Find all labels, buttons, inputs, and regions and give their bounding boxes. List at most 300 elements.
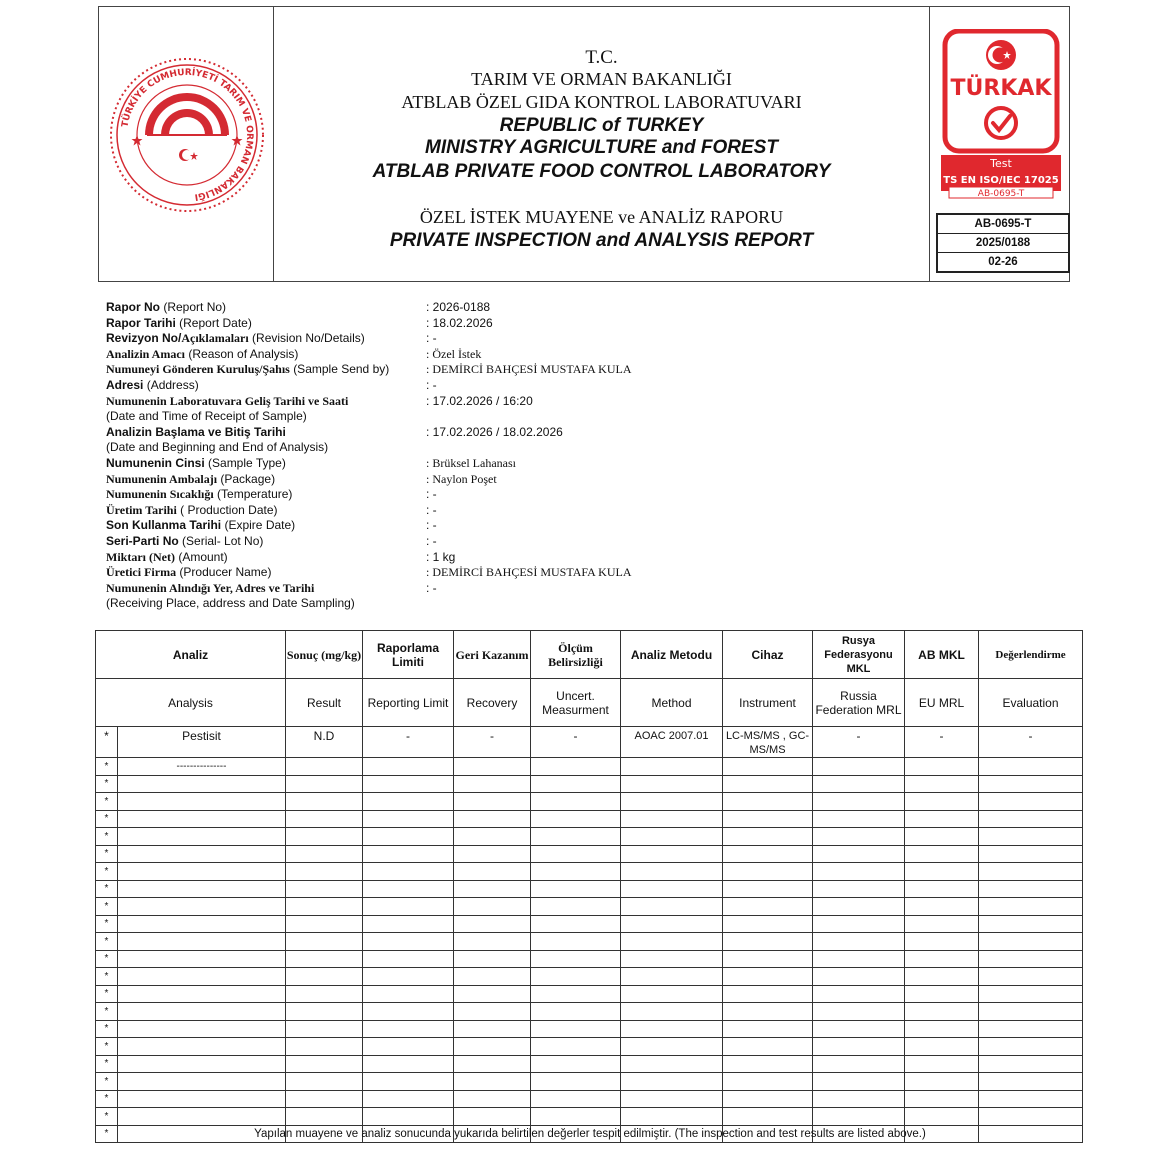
empty-cell: [723, 845, 813, 863]
empty-cell: [813, 793, 905, 811]
cell-eu-mrl: [905, 758, 979, 776]
table-row: [96, 1055, 1083, 1073]
empty-cell: [813, 1003, 905, 1021]
header-report-en: PRIVATE INSPECTION and ANALYSIS REPORT: [389, 230, 814, 251]
empty-cell: [286, 1003, 363, 1021]
empty-cell: [723, 793, 813, 811]
empty-cell: [118, 775, 286, 793]
empty-cell: [454, 1055, 531, 1073]
empty-cell: [621, 845, 723, 863]
empty-cell: [723, 915, 813, 933]
info-value: : Naylon Poşet: [426, 471, 497, 486]
empty-cell: [813, 933, 905, 951]
header-republic-en: REPUBLIC of TURKEY: [499, 115, 704, 136]
empty-cell: [905, 775, 979, 793]
empty-cell: [454, 775, 531, 793]
info-label: [106, 565, 271, 580]
empty-cell: [621, 950, 723, 968]
empty-cell: [454, 845, 531, 863]
empty-cell: [723, 950, 813, 968]
empty-cell: [723, 810, 813, 828]
header-cihaz: Cihaz: [723, 631, 813, 679]
cell-ru-mrl: [813, 758, 905, 776]
empty-cell: [286, 810, 363, 828]
empty-cell: [621, 933, 723, 951]
empty-cell: [363, 1038, 454, 1056]
empty-cell: [813, 1073, 905, 1091]
empty-cell: [531, 1003, 621, 1021]
empty-cell: [363, 915, 454, 933]
info-label-tr: Son Kullanma Tarihi: [106, 518, 222, 533]
empty-cell: [905, 880, 979, 898]
empty-cell: [454, 810, 531, 828]
empty-cell: [286, 1038, 363, 1056]
empty-cell: [979, 828, 1083, 846]
header-rusya-mkl: Rusya Federasyonu MKL: [813, 631, 905, 679]
empty-cell: [118, 1003, 286, 1021]
empty-cell: [621, 1108, 723, 1126]
empty-cell: [531, 810, 621, 828]
empty-cell: [905, 985, 979, 1003]
empty-cell: [118, 810, 286, 828]
cell-result: N.D: [286, 727, 363, 758]
empty-cell: [621, 1055, 723, 1073]
empty-cell: [723, 968, 813, 986]
empty-cell: [286, 775, 363, 793]
empty-cell: [979, 1038, 1083, 1056]
empty-cell: [531, 793, 621, 811]
empty-cell: [118, 863, 286, 881]
empty-cell: [118, 1073, 286, 1091]
empty-cell: [454, 898, 531, 916]
empty-cell: [813, 1038, 905, 1056]
empty-cell: [723, 1073, 813, 1091]
empty-cell: [454, 1108, 531, 1126]
info-label: [106, 503, 278, 518]
empty-cell: [979, 950, 1083, 968]
empty-cell: [621, 1073, 723, 1091]
table-row: [96, 950, 1083, 968]
header-lab-en: ATBLAB PRIVATE FOOD CONTROL LABORATORY: [372, 161, 831, 182]
empty-cell: [363, 968, 454, 986]
table-row: [96, 845, 1083, 863]
info-label: [106, 472, 275, 487]
header-sonuc: Sonuç (mg/kg): [286, 631, 363, 679]
empty-cell: [905, 1003, 979, 1021]
header-ab-mkl: AB MKL: [905, 631, 979, 679]
empty-cell: [723, 933, 813, 951]
empty-cell: [905, 933, 979, 951]
row-marker: *: [96, 828, 118, 846]
header-raporlama-limiti: Raporlama Limiti: [363, 631, 454, 679]
header-ministry-en: MINISTRY AGRICULTURE and FOREST: [425, 137, 778, 158]
empty-cell: [813, 1108, 905, 1126]
empty-cell: [286, 968, 363, 986]
cell-instrument: [723, 758, 813, 776]
info-label-tr: Miktarı (Net): [106, 549, 175, 564]
empty-cell: [979, 880, 1083, 898]
cell-evaluation: [979, 758, 1083, 776]
table-row: [96, 828, 1083, 846]
empty-cell: [531, 880, 621, 898]
empty-cell: [723, 1038, 813, 1056]
header-olcum-belirsizligi: Ölçüm Belirsizliği: [531, 631, 621, 679]
empty-cell: [363, 1055, 454, 1073]
empty-cell: [723, 1003, 813, 1021]
empty-cell: [723, 828, 813, 846]
turkak-accreditation-logo: [941, 29, 1061, 209]
empty-cell: [363, 793, 454, 811]
empty-cell: [531, 863, 621, 881]
row-marker: *: [96, 1108, 118, 1126]
empty-cell: [979, 1020, 1083, 1038]
empty-cell: [621, 1020, 723, 1038]
empty-cell: [531, 775, 621, 793]
info-label-tr: Numunenin Cinsi: [106, 456, 205, 470]
cell-analysis: ---------------: [118, 758, 286, 776]
info-label: [106, 550, 228, 565]
empty-cell: [813, 845, 905, 863]
info-label: [106, 300, 226, 315]
info-value: : 1 kg: [426, 549, 456, 564]
info-label: [106, 518, 295, 533]
table-row: [96, 775, 1083, 793]
header-result: Result: [286, 679, 363, 727]
row-marker: *: [96, 863, 118, 881]
header-reporting-limit: Reporting Limit: [363, 679, 454, 727]
empty-cell: [531, 1073, 621, 1091]
info-label-en: (Package): [220, 471, 276, 486]
svg-text:TÜRKİYE CUMHURİYETİ TARIM VE O: TÜRKİYE CUMHURİYETİ TARIM VE ORMAN BAKANLIĞI: [120, 67, 255, 202]
cell-recovery: [454, 758, 531, 776]
info-label-en: (Date and Beginning and End of Analysis): [106, 440, 329, 455]
empty-cell: [363, 1020, 454, 1038]
empty-cell: [454, 1020, 531, 1038]
empty-cell: [454, 880, 531, 898]
empty-cell: [905, 845, 979, 863]
empty-cell: [905, 828, 979, 846]
empty-cell: [979, 793, 1083, 811]
table-header-row-en: [96, 679, 1083, 727]
empty-cell: [531, 828, 621, 846]
info-label-en: (Report No): [163, 300, 227, 314]
empty-cell: [363, 775, 454, 793]
empty-cell: [531, 1090, 621, 1108]
empty-cell: [905, 810, 979, 828]
row-marker: *: [96, 1125, 118, 1143]
empty-cell: [813, 915, 905, 933]
row-marker: *: [96, 727, 118, 758]
empty-cell: [454, 1090, 531, 1108]
empty-cell: [621, 985, 723, 1003]
empty-cell: [363, 845, 454, 863]
cell-analysis: Pestisit: [118, 727, 286, 758]
empty-cell: [118, 1020, 286, 1038]
svg-text:Test: Test: [990, 157, 1012, 170]
row-marker: *: [96, 1090, 118, 1108]
report-header: [98, 6, 1070, 282]
info-label-en: (Reason of Analysis): [188, 346, 299, 361]
empty-cell: [363, 1108, 454, 1126]
empty-cell: [118, 1108, 286, 1126]
header-analysis: Analysis: [96, 679, 286, 727]
header-evaluation: Evaluation: [979, 679, 1083, 727]
info-label-en: ( Production Date): [180, 502, 278, 517]
table-row: [96, 863, 1083, 881]
empty-cell: [813, 950, 905, 968]
empty-cell: [723, 775, 813, 793]
empty-cell: [723, 898, 813, 916]
info-label-tr: Numunenin Ambalajı: [106, 471, 218, 486]
empty-cell: [531, 1108, 621, 1126]
info-label: [106, 487, 292, 502]
empty-cell: [813, 968, 905, 986]
empty-cell: [286, 985, 363, 1003]
empty-cell: [286, 1055, 363, 1073]
table-row: [96, 793, 1083, 811]
table-row: [96, 880, 1083, 898]
svg-text:AB-0695-T: AB-0695-T: [977, 189, 1025, 199]
row-marker: *: [96, 793, 118, 811]
empty-cell: [286, 845, 363, 863]
info-label-tr: Numunenin Alındığı Yer, Adres ve Tarihi: [106, 580, 315, 595]
info-label: [106, 581, 314, 596]
info-value: : -: [426, 580, 437, 595]
svg-text:TS EN ISO/IEC 17025: TS EN ISO/IEC 17025: [943, 175, 1059, 186]
info-label-tr: Revizyon No/: [106, 331, 182, 346]
info-label-tr: Numuneyi Gönderen Kuruluş/Şahıs: [106, 362, 290, 377]
row-marker: *: [96, 968, 118, 986]
cell-method: [621, 758, 723, 776]
info-value: : -: [426, 331, 437, 346]
info-label: [106, 362, 389, 377]
accreditation-period: 02-26: [988, 256, 1018, 268]
empty-cell: [118, 898, 286, 916]
info-label-en: (Date and Time of Receipt of Sample): [106, 409, 307, 424]
header-instrument: Instrument: [723, 679, 813, 727]
empty-cell: [531, 1020, 621, 1038]
cell-limit: -: [363, 727, 454, 758]
row-marker: *: [96, 758, 118, 776]
empty-cell: [905, 793, 979, 811]
info-label-tr: Analizin Amacı: [106, 346, 186, 361]
empty-cell: [286, 950, 363, 968]
empty-cell: [363, 1073, 454, 1091]
empty-cell: [286, 880, 363, 898]
empty-cell: [363, 950, 454, 968]
cell-uncert: [531, 758, 621, 776]
empty-cell: [905, 968, 979, 986]
empty-cell: [118, 1090, 286, 1108]
empty-cell: [979, 898, 1083, 916]
info-label-tr: Üretici Firma: [106, 565, 177, 580]
info-value: : -: [426, 378, 437, 392]
info-value: : DEMİRCİ BAHÇESİ MUSTAFA KULA: [426, 362, 632, 377]
empty-cell: [454, 968, 531, 986]
empty-cell: [454, 915, 531, 933]
info-value: : 17.02.2026 / 18.02.2026: [426, 424, 563, 439]
empty-cell: [531, 933, 621, 951]
empty-cell: [454, 793, 531, 811]
info-label: [106, 456, 286, 471]
cell-instrument: LC-MS/MS , GC-MS/MS: [723, 727, 813, 758]
empty-cell: [118, 793, 286, 811]
empty-cell: [979, 1108, 1083, 1126]
row-marker: *: [96, 880, 118, 898]
header-recovery: Recovery: [454, 679, 531, 727]
info-label-en: (Sample Send by): [293, 362, 390, 377]
empty-cell: [621, 828, 723, 846]
empty-cell: [979, 1090, 1083, 1108]
info-label: [106, 394, 348, 409]
cell-limit: [363, 758, 454, 776]
empty-cell: [905, 898, 979, 916]
info-value: : -: [426, 534, 437, 548]
empty-cell: [286, 1073, 363, 1091]
table-row: [96, 933, 1083, 951]
empty-cell: [979, 933, 1083, 951]
info-value: : DEMİRCİ BAHÇESİ MUSTAFA KULA: [426, 565, 632, 580]
cell-eu-mrl: -: [905, 727, 979, 758]
row-marker: *: [96, 845, 118, 863]
table-row: [96, 727, 1083, 758]
empty-cell: [363, 810, 454, 828]
table-row: [96, 985, 1083, 1003]
header-tc: T.C.: [585, 47, 618, 68]
table-row: [96, 758, 1083, 776]
info-label-tr: Rapor No: [106, 300, 160, 314]
table-row: [96, 1090, 1083, 1108]
empty-cell: [286, 863, 363, 881]
info-label-tr: Üretim Tarihi: [106, 502, 177, 517]
empty-cell: [979, 1055, 1083, 1073]
table-row: [96, 810, 1083, 828]
empty-cell: [723, 985, 813, 1003]
empty-cell: [118, 845, 286, 863]
info-value: : -: [426, 487, 437, 502]
info-label-tr: Numunenin Laboratuvara Geliş Tarihi ve Saati: [106, 393, 349, 408]
info-label: [106, 316, 252, 331]
info-label-en: (Report Date): [179, 315, 252, 330]
info-value: : -: [426, 518, 437, 533]
empty-cell: [621, 1003, 723, 1021]
row-marker: *: [96, 1073, 118, 1091]
info-label-en: (Producer Name): [179, 565, 272, 580]
empty-cell: [286, 793, 363, 811]
accreditation-reference-box: [936, 213, 1070, 273]
cell-method: AOAC 2007.01: [621, 727, 723, 758]
empty-cell: [621, 863, 723, 881]
empty-cell: [723, 1090, 813, 1108]
table-row: [96, 1073, 1083, 1091]
empty-cell: [118, 950, 286, 968]
empty-cell: [531, 1038, 621, 1056]
empty-cell: [454, 1038, 531, 1056]
table-row: [96, 1003, 1083, 1021]
empty-cell: [454, 1073, 531, 1091]
info-label-en: (Receiving Place, address and Date Sampling): [106, 596, 355, 611]
info-label-en: (Revision No/Details): [252, 331, 365, 346]
empty-cell: [621, 968, 723, 986]
empty-cell: [979, 863, 1083, 881]
svg-text:TÜRKAK: TÜRKAK: [950, 76, 1052, 101]
empty-cell: [723, 1020, 813, 1038]
header-lab-tr: ATBLAB ÖZEL GIDA KONTROL LABORATUVARI: [401, 92, 802, 112]
empty-cell: [286, 828, 363, 846]
info-value: : Brüksel Lahanası: [426, 456, 516, 470]
row-marker: *: [96, 933, 118, 951]
row-marker: *: [96, 985, 118, 1003]
empty-cell: [118, 1055, 286, 1073]
header-divider-right: [929, 7, 930, 281]
empty-cell: [621, 1038, 723, 1056]
empty-cell: [905, 950, 979, 968]
empty-cell: [118, 1038, 286, 1056]
header-uncert: Uncert. Measurment: [531, 679, 621, 727]
report-footer-note: Yapılan muayene ve analiz sonucunda yukarıda belirtilen değerler tespit edilmiştir. (The inspection and test results are listed above.): [254, 1128, 926, 1140]
cell-uncert: -: [531, 727, 621, 758]
row-marker: *: [96, 1020, 118, 1038]
empty-cell: [531, 898, 621, 916]
info-label: [106, 440, 328, 455]
accreditation-year-no: 2025/0188: [938, 234, 1068, 253]
empty-cell: [979, 810, 1083, 828]
empty-cell: [531, 968, 621, 986]
empty-cell: [813, 1055, 905, 1073]
empty-cell: [813, 810, 905, 828]
row-marker: *: [96, 1003, 118, 1021]
empty-cell: [813, 863, 905, 881]
cell-result: [286, 758, 363, 776]
info-label-tr: Analizin Başlama ve Bitiş Tarihi: [106, 424, 286, 439]
table-header-row-tr: [96, 631, 1083, 679]
empty-cell: [905, 1020, 979, 1038]
empty-cell: [813, 828, 905, 846]
empty-cell: [905, 1108, 979, 1126]
empty-cell: [454, 950, 531, 968]
empty-cell: [118, 968, 286, 986]
empty-cell: [905, 1038, 979, 1056]
cell-ru-mrl: -: [813, 727, 905, 758]
empty-cell: [979, 1003, 1083, 1021]
table-row: [96, 968, 1083, 986]
empty-cell: [531, 1055, 621, 1073]
empty-cell: [118, 985, 286, 1003]
table-row: [96, 915, 1083, 933]
info-label-en: (Address): [146, 378, 199, 392]
empty-cell: [363, 898, 454, 916]
empty-cell: [363, 1003, 454, 1021]
empty-cell: [363, 828, 454, 846]
empty-cell: [286, 933, 363, 951]
info-label: [106, 596, 355, 611]
header-method: Method: [621, 679, 723, 727]
cell-evaluation: -: [979, 727, 1083, 758]
header-analiz: Analiz: [96, 631, 286, 679]
info-label: [106, 425, 286, 440]
cell-recovery: -: [454, 727, 531, 758]
header-ministry-tr: TARIM VE ORMAN BAKANLIĞI: [471, 69, 732, 89]
empty-cell: [621, 915, 723, 933]
empty-cell: [621, 898, 723, 916]
table-row: [96, 898, 1083, 916]
info-label-en: (Serial- Lot No): [182, 534, 264, 548]
empty-cell: [813, 1090, 905, 1108]
empty-cell: [363, 863, 454, 881]
info-label-tr-extra: Açıklamaları: [181, 331, 249, 346]
info-value: : -: [426, 502, 437, 517]
results-table: [95, 630, 1083, 1143]
